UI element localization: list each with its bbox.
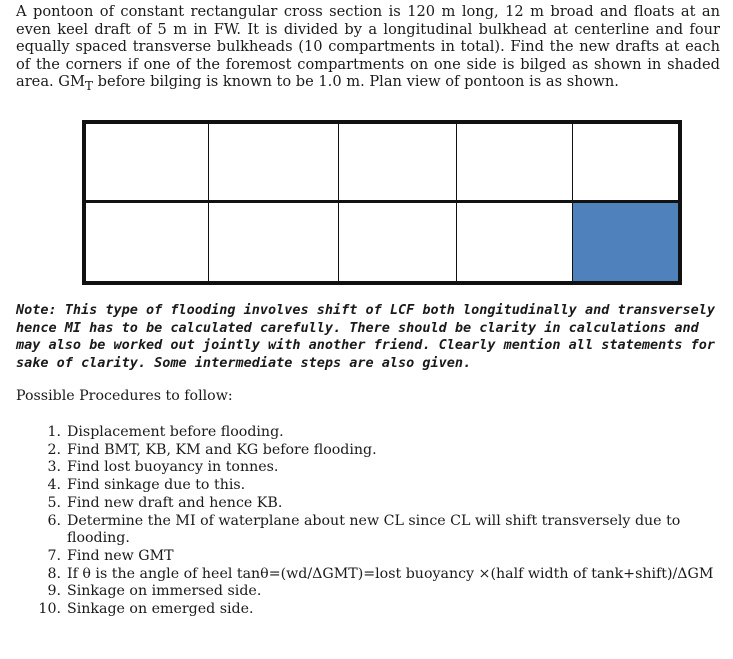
list-item: 1. Displacement before flooding. [47, 424, 284, 440]
compartment-1-2 [209, 124, 339, 203]
problem-text: A pontoon of constant rectangular cross section is 120 m long, 12 m broad and floats at an even keel draft of 5 m in FW. It is divided by a longitudinal bulkhead at centerline and four equally spaced transverse bulkheads (10 compartments in total). Find the new drafts at each of the corners if one of the foremost compartments on one side is bilged as shown in shaded area. GM [16, 3, 720, 90]
list-item: 5. Find new draft and hence KB. [47, 494, 283, 511]
list-item: 10. Sinkage on emerged side. [38, 601, 254, 618]
problem-statement [16, 3, 720, 95]
compartment-1-1 [86, 124, 209, 203]
compartment-2-1 [86, 203, 209, 282]
list-item: 2. Find BMT, KB, KM and KG before flooding. [47, 441, 377, 458]
bilged-compartment [573, 203, 678, 282]
compartment-1-5 [573, 124, 678, 203]
list-item: 8. If θ is the angle of heel tanθ=(wd/ΔGMT)=lost buoyancy ×(half width of tank+shift)/ΔGM [47, 565, 714, 582]
list-item: 3. Find lost buoyancy in tonnes. [47, 459, 279, 476]
list-item: 7. Find new GMT [47, 547, 174, 564]
problem-text-end: before bilging is known to be 1.0 m. Plan view of pontoon is as shown. [93, 73, 619, 90]
list-item: 9. Sinkage on immersed side. [47, 583, 262, 600]
list-item: 4. Find sinkage due to this. [47, 477, 246, 494]
procedures-list [16, 424, 716, 619]
problem-subscript: T [84, 78, 94, 93]
compartment-2-3 [339, 203, 457, 282]
list-item: 6. Determine the MI of waterplane about new CL since CL will shift transversely due to flooding. [47, 512, 681, 547]
compartment-1-3 [339, 124, 457, 203]
procedures-title: Possible Procedures to follow: [16, 388, 233, 404]
compartment-2-4 [457, 203, 573, 282]
compartment-2-2 [209, 203, 339, 282]
note-paragraph: Note: This type of flooding involves shift of LCF both longitudinally and transversely hence MI has to be calculated carefully. There should be clarity in calculations and may also be worked out jointly with another friend. Clearly mention all statements for sake of clarity. Some intermediate steps are also given. [16, 302, 715, 371]
pontoon-plan-view [82, 120, 682, 285]
compartment-1-4 [457, 124, 573, 203]
